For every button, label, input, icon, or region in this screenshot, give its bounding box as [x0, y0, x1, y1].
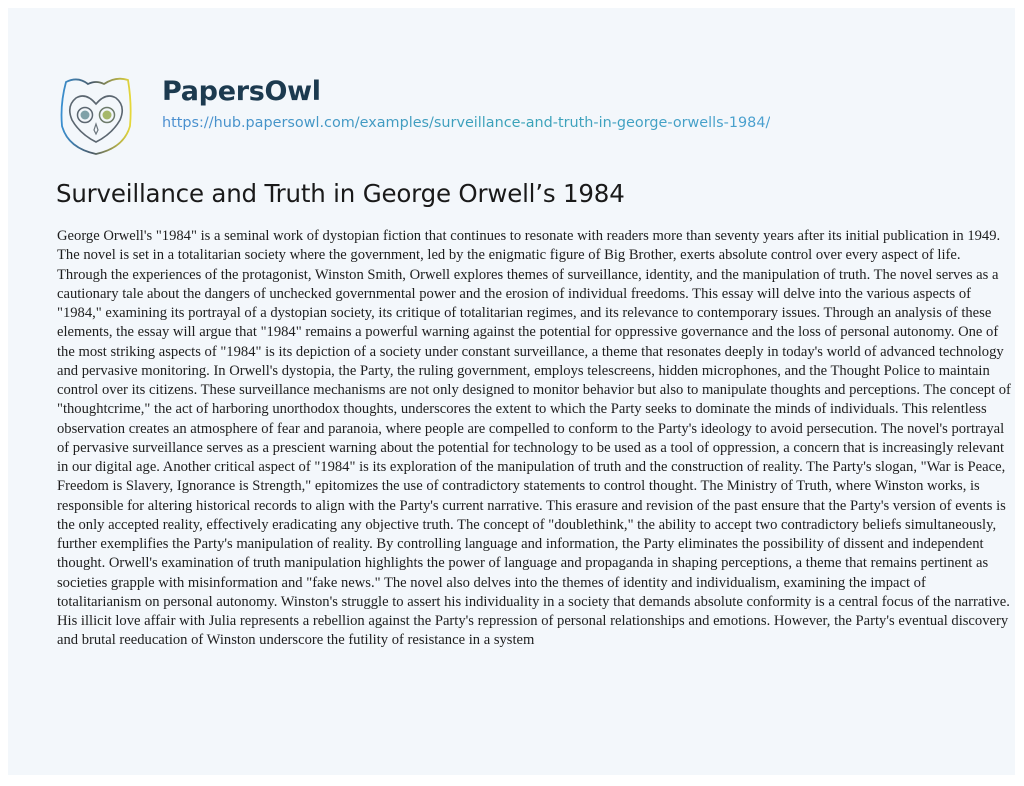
brand-name[interactable]: PapersOwl — [162, 76, 321, 107]
page-url-link[interactable]: https://hub.papersowl.com/examples/surveillance-and-truth-in-george-orwells-1984/ — [162, 115, 771, 131]
article-body: George Orwell's "1984" is a seminal work of dystopian fiction that continues to resonate with readers more than seventy years after its initial publication in 1949. The novel is set in a totalitarian society where the government, led by the enigmatic figure of Big Brother, exerts absolute control over every aspect of life. Through the experiences of the protagonist, Winston Smith, Orwell explores themes of surveillance, identity, and the manipulation of truth. The novel serves as a cautionary tale about the dangers of unchecked governmental power and the erosion of individual freedoms. This essay will delve into the various aspects of "1984," examining its portrayal of a dystopian society, its critique of totalitarian regimes, and its relevance to contemporary issues. Through an analysis of these elements, the essay will argue that "1984" remains a powerful warning against the potential for oppressive governance and the loss of personal autonomy. One of the most striking aspects of "1984" is its depiction of a society under constant surveillance, a theme that resonates deeply in today's world of advanced technology and pervasive monitoring. In Orwell's dystopia, the Party, the ruling government, employs telescreens, hidden microphones, and the Thought Police to maintain control over its citizens. These surveillance mechanisms are not only designed to monitor behavior but also to manipulate thoughts and perceptions. The concept of "thoughtcrime," the act of harboring unorthodox thoughts, underscores the extent to which the Party seeks to dominate the minds of individuals. This relentless observation creates an atmosphere of fear and paranoia, where people are compelled to conform to the Party's ideology to avoid persecution. The novel's portrayal of pervasive surveillance serves as a prescient warning about the potential for technology to be used as a tool of oppression, a concern that is increasingly relevant in our digital age. Another critical aspect of "1984" is its exploration of the manipulation of truth and the construction of reality. The Party's slogan, "War is Peace, Freedom is Slavery, Ignorance is Strength," epitomizes the use of contradictory statements to control thought. The Ministry of Truth, where Winston works, is responsible for altering historical records to align with the Party's current narrative. This erasure and revision of the past ensure that the Party's version of events is the only accepted reality, effectively eradicating any objective truth. The concept of "doublethink," the ability to accept two contradictory beliefs simultaneously, further exemplifies the Party's manipulation of reality. By controlling language and information, the Party eliminates the possibility of dissent and independent thought. Orwell's examination of truth manipulation highlights the power of language and propaganda in shaping perceptions, a theme that remains pertinent as societies grapple with misinformation and "fake news." The novel also delves into the themes of identity and individualism, examining the impact of totalitarianism on personal autonomy. Winston's struggle to assert his individuality in a society that demands absolute conformity is a central focus of the narrative. His illicit love affair with Julia represents a rebellion against the Party's repression of personal relationships and emotions. However, the Party's eventual discovery and brutal reeducation of Winston underscore the futility of resistance in a system — [57, 228, 1011, 649]
page-panel — [8, 8, 1015, 775]
owl-logo-icon — [58, 74, 134, 158]
article-title: Surveillance and Truth in George Orwell’s 1984 — [56, 179, 625, 208]
